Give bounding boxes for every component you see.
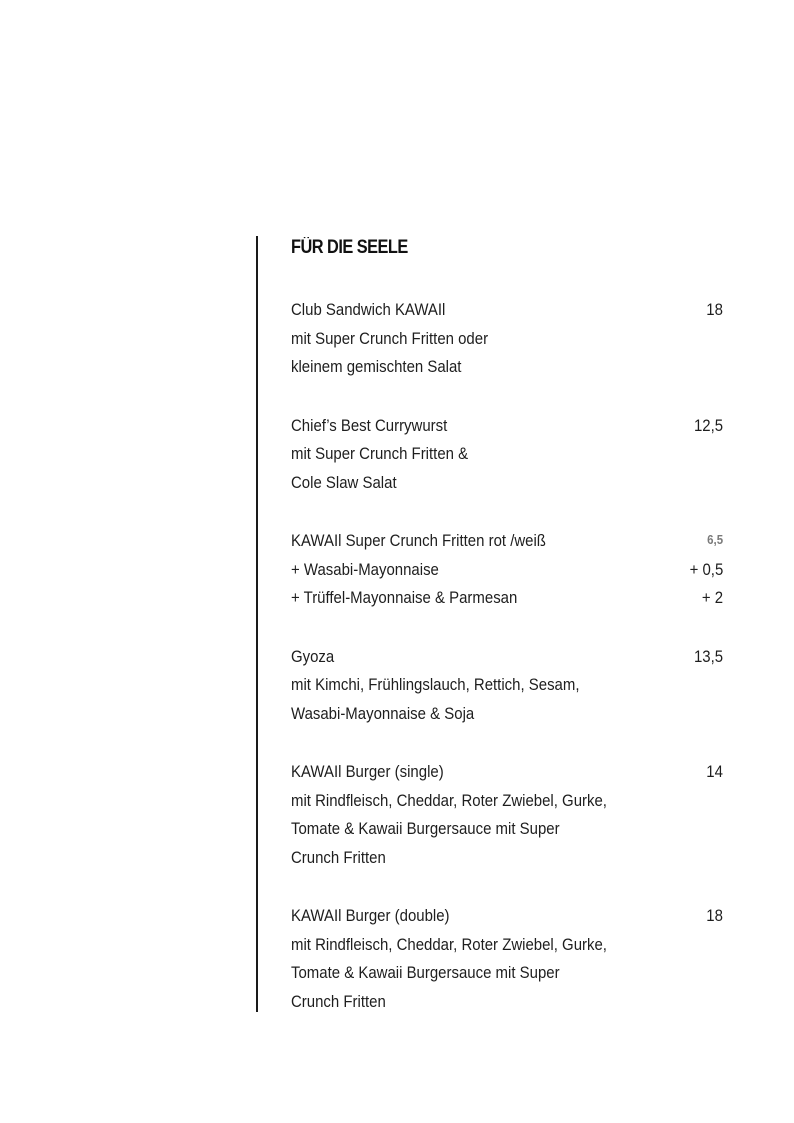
menu-item-price: + 0,5: [689, 559, 723, 579]
menu-item-price: 12,5: [693, 415, 723, 435]
menu-item-price: 18: [706, 300, 723, 319]
menu-item-description-line: [291, 671, 723, 700]
menu-item: [291, 643, 723, 729]
menu-item-description: Cole Slaw Salat: [291, 472, 397, 492]
menu-item-description-line: [291, 325, 723, 354]
menu-item-description: mit Kimchi, Frühlingslauch, Rettich, Sesam,: [291, 675, 580, 694]
menu-item-description-line: [291, 988, 723, 1017]
menu-item-description-line: [291, 584, 723, 613]
menu-item-description-line: [291, 959, 723, 988]
menu-item-description: Tomate & Kawaii Burgersauce mit Super: [291, 963, 560, 982]
menu-item-title-line: [291, 296, 723, 325]
menu-item-description: mit Super Crunch Fritten oder: [291, 328, 489, 348]
menu-item-price: + 2: [701, 588, 723, 607]
menu-item-description-line: [291, 440, 723, 469]
menu-item-price: 6,5: [707, 532, 723, 547]
menu-item-name: KAWAIl Burger (single): [291, 762, 444, 781]
menu-item-description: + Wasabi-Mayonnaise: [291, 559, 439, 579]
menu-item-description-line: [291, 787, 723, 816]
menu-item-description-line: [291, 353, 723, 382]
menu-item-name: Chief’s Best Currywurst: [291, 415, 448, 435]
menu-item-name: KAWAIl Super Crunch Fritten rot /weiß: [291, 531, 546, 550]
menu-item-price: 13,5: [693, 646, 723, 666]
menu-item-description: mit Rindfleisch, Cheddar, Roter Zwiebel, Gurke,: [291, 934, 607, 954]
section-title: FÜR DIE SEELE: [291, 237, 408, 258]
menu-item-title-line: [291, 902, 723, 931]
menu-item: [291, 412, 723, 498]
menu-item-price: 18: [706, 906, 723, 925]
menu-item-title-line: [291, 758, 723, 787]
menu-item-description: Wasabi-Mayonnaise & Soja: [291, 703, 475, 723]
menu-item-description: Crunch Fritten: [291, 991, 386, 1011]
menu-item-title-line: [291, 412, 723, 441]
menu-item-title-line: [291, 643, 723, 672]
menu-item-name: KAWAIl Burger (double): [291, 906, 450, 925]
menu-items-list: [291, 296, 723, 1046]
menu-item-description: kleinem gemischten Salat: [291, 357, 462, 376]
menu-item-description: Crunch Fritten: [291, 847, 386, 867]
menu-item: [291, 296, 723, 382]
menu-item-name: Club Sandwich KAWAIl: [291, 300, 446, 319]
menu-item-name: Gyoza: [291, 646, 335, 666]
menu-item: [291, 902, 723, 1016]
menu-item-description: mit Super Crunch Fritten &: [291, 444, 469, 463]
vertical-divider: [256, 236, 258, 1012]
menu-item-description-line: [291, 931, 723, 960]
menu-item-description: Tomate & Kawaii Burgersauce mit Super: [291, 819, 560, 838]
menu-item-description: mit Rindfleisch, Cheddar, Roter Zwiebel, Gurke,: [291, 790, 607, 810]
menu-item-description: + Trüffel-Mayonnaise & Parmesan: [291, 588, 518, 607]
menu-item-description-line: [291, 700, 723, 729]
menu-item-description-line: [291, 469, 723, 498]
menu-item: [291, 758, 723, 872]
menu-item: [291, 527, 723, 613]
menu-item-description-line: [291, 844, 723, 873]
menu-item-title-line: [291, 527, 723, 556]
menu-item-description-line: [291, 815, 723, 844]
menu-item-description-line: [291, 556, 723, 585]
menu-item-price: 14: [706, 762, 723, 781]
